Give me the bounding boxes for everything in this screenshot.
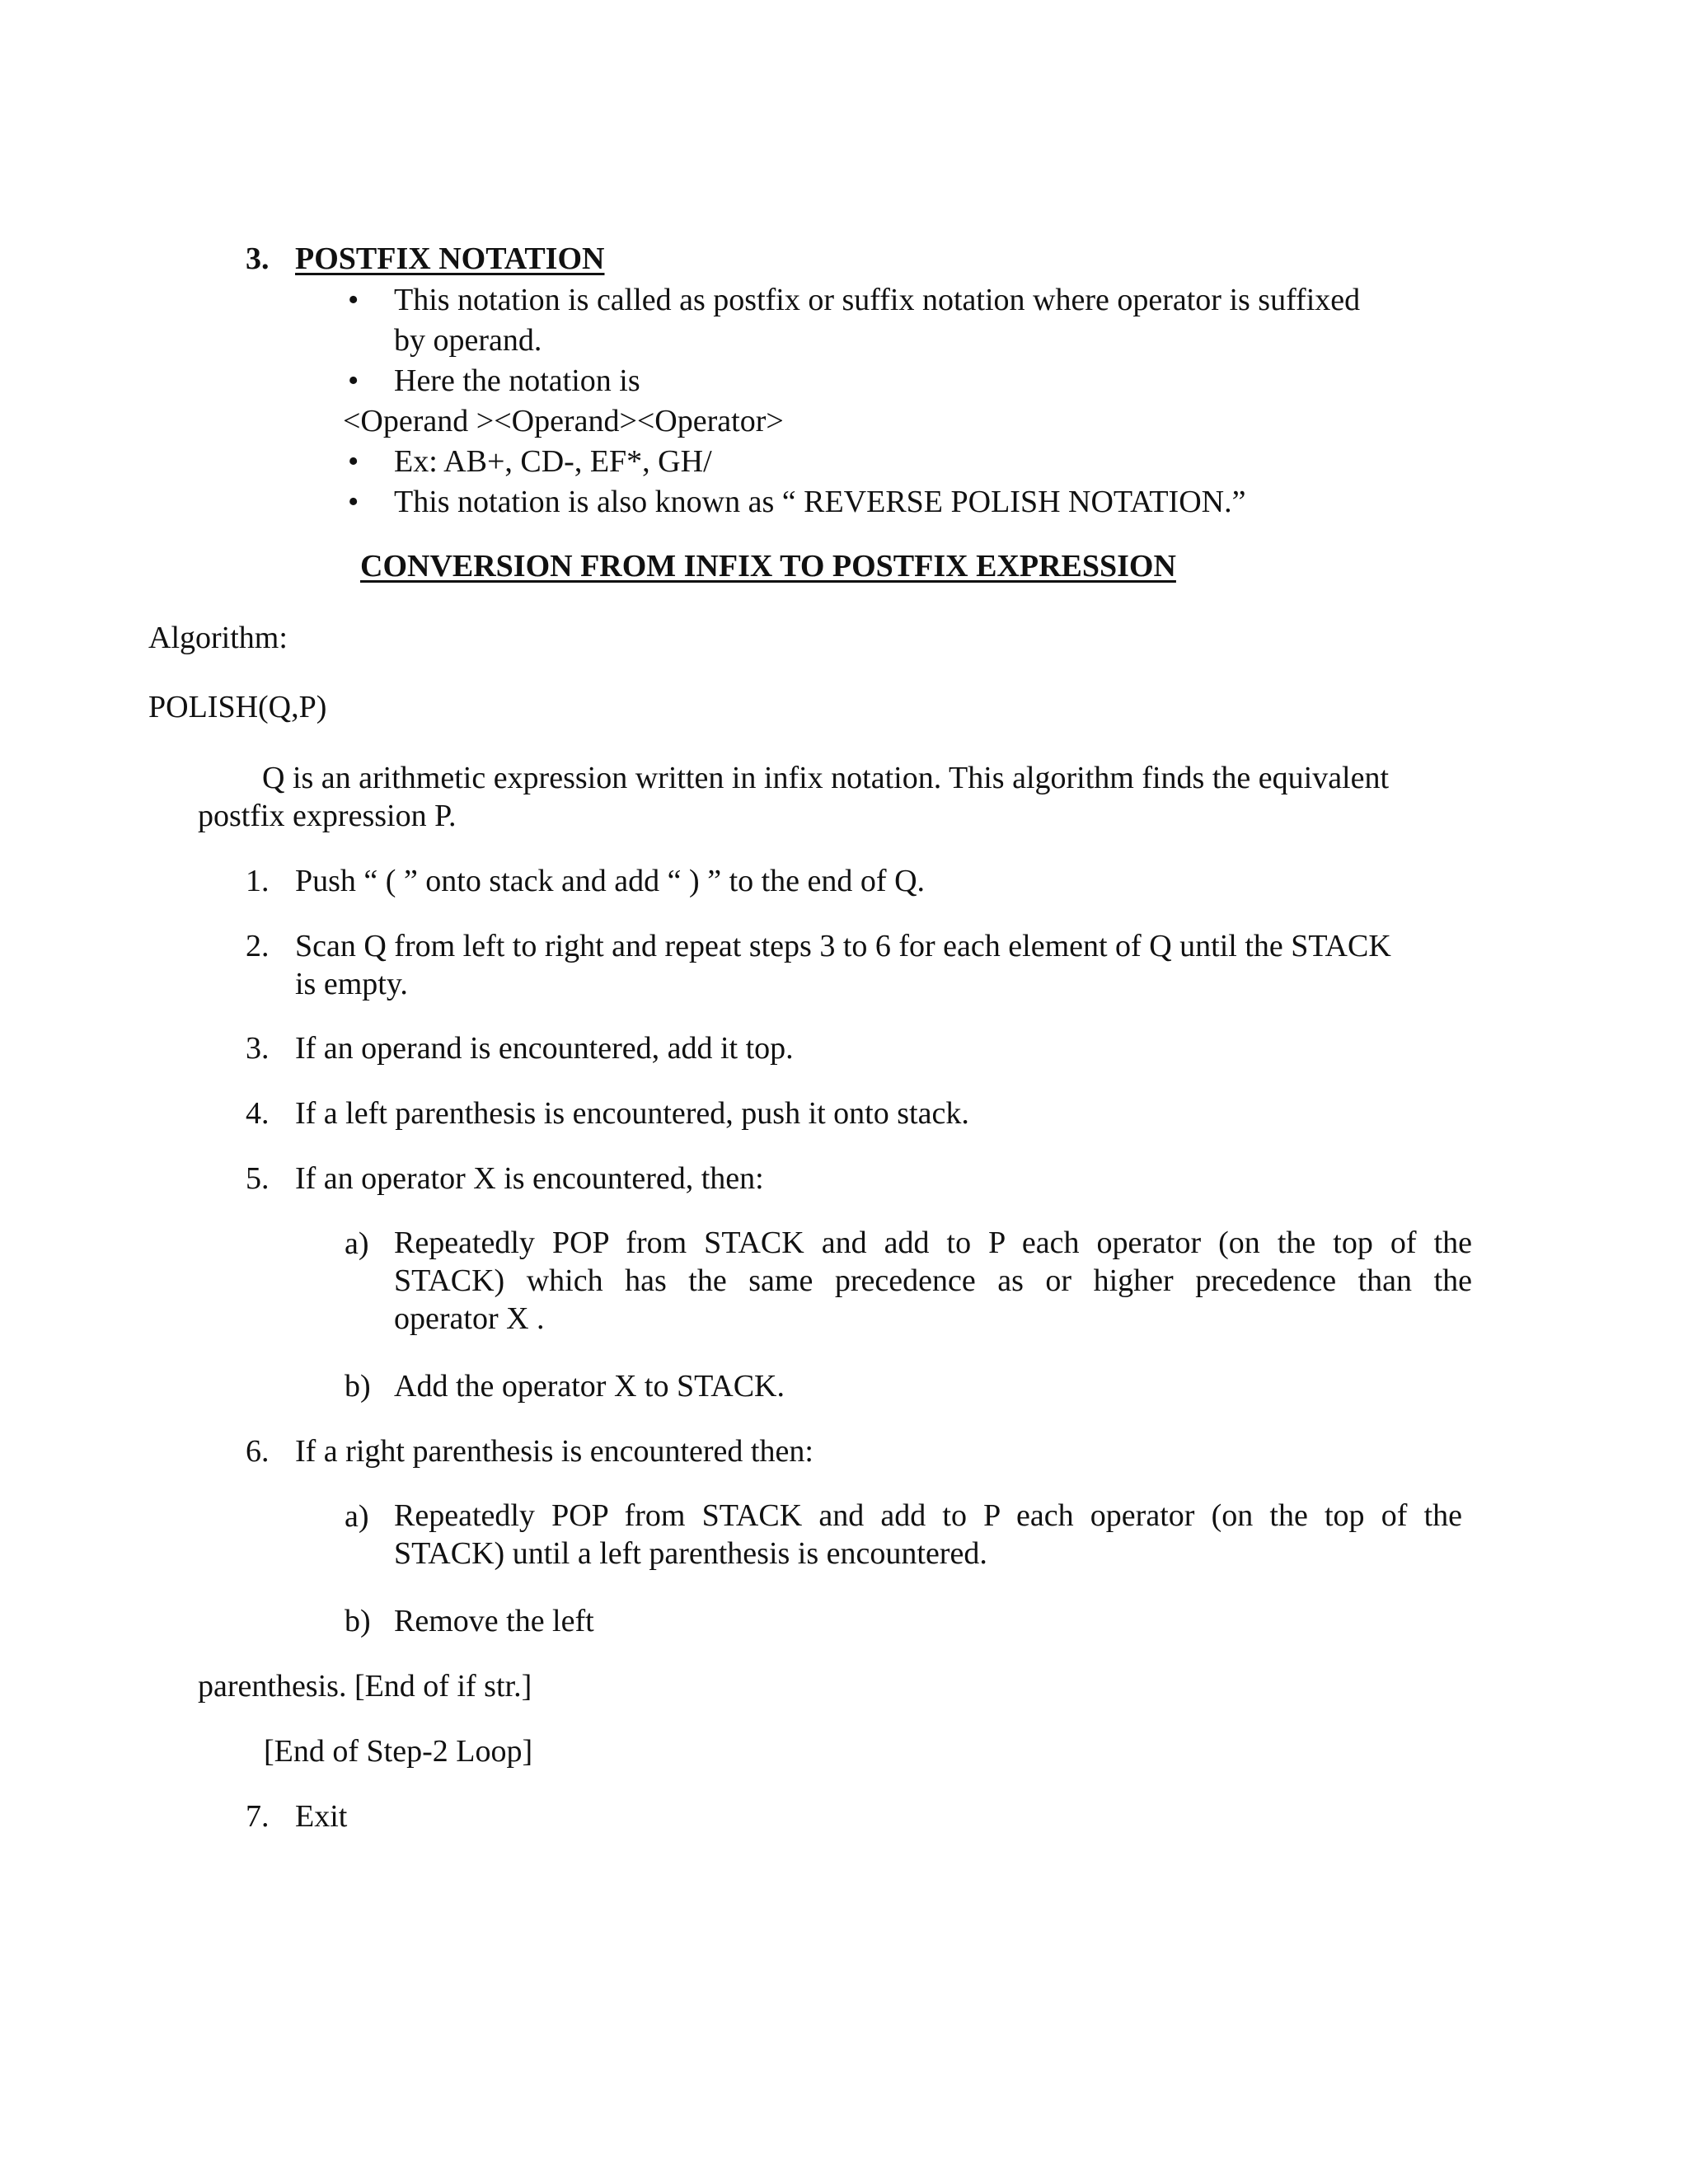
step-7-text: Exit (295, 1799, 348, 1834)
section-title: POSTFIX NOTATION (295, 241, 605, 276)
step-number: 4. (246, 1096, 270, 1131)
step-5a-line-1: Repeatedly POP from STACK and add to P each operator (on the top of the (394, 1226, 1472, 1260)
bullet-4: This notation is also known as “ REVERSE POLISH NOTATION.” (394, 485, 1246, 519)
step-3-text: If an operand is encountered, add it top. (295, 1031, 794, 1066)
step-number: 2. (246, 929, 270, 963)
step-2-line-1: Scan Q from left to right and repeat steps 3 to 6 for each element of Q until the STACK (295, 929, 1391, 963)
step-1-text: Push “ ( ” onto stack and add “ ) ” to the end of Q. (295, 864, 926, 898)
bullet-icon: • (348, 283, 359, 317)
step-2-line-2: is empty. (295, 967, 408, 1001)
bullet-2: Here the notation is (394, 363, 640, 398)
step-6b-text: Remove the left (394, 1604, 594, 1638)
bullet-icon: • (348, 363, 359, 398)
conversion-heading: CONVERSION FROM INFIX TO POSTFIX EXPRESSION (360, 549, 1176, 583)
step-6a-text (394, 1497, 1462, 1572)
continuation-text: parenthesis. [End of if str.] (198, 1669, 532, 1704)
step-5-text: If an operator X is encountered, then: (295, 1161, 764, 1196)
sub-step-label: b) (345, 1369, 371, 1404)
bullet-1-line-2: by operand. (394, 323, 542, 358)
step-5a-text (394, 1224, 1472, 1338)
algorithm-name: POLISH(Q,P) (148, 690, 327, 724)
bullet-icon: • (348, 485, 359, 519)
step-5a-line-3: operator X . (394, 1301, 545, 1336)
section-number: 3. (246, 241, 270, 276)
step-number: 5. (246, 1161, 270, 1196)
step-4-text: If a left parenthesis is encountered, push it onto stack. (295, 1096, 969, 1131)
step-number: 1. (246, 864, 270, 898)
step-6a-line-2: STACK) until a left parenthesis is encountered. (394, 1536, 987, 1571)
notation-form: <Operand ><Operand><Operator> (343, 404, 784, 438)
bullet-3: Ex: AB+, CD-, EF*, GH/ (394, 444, 712, 479)
step-5b-text: Add the operator X to STACK. (394, 1369, 785, 1404)
bullet-icon: • (348, 444, 359, 479)
step-number: 6. (246, 1434, 270, 1469)
sub-step-label: a) (345, 1226, 369, 1261)
sub-step-label: b) (345, 1604, 371, 1638)
description-line-2: postfix expression P. (198, 799, 457, 833)
description-line-1: Q is an arithmetic expression written in infix notation. This algorithm finds the equivalent (262, 761, 1390, 795)
bullet-1-line-1: This notation is called as postfix or suffix notation where operator is suffixed (394, 283, 1361, 317)
step-5a-line-2: STACK) which has the same precedence as or higher precedence than the (394, 1263, 1472, 1298)
step-number: 3. (246, 1031, 270, 1066)
end-loop-text: [End of Step-2 Loop] (264, 1734, 533, 1769)
sub-step-label: a) (345, 1499, 369, 1534)
step-6a-line-1: Repeatedly POP from STACK and add to P each operator (on the top of the (394, 1498, 1462, 1533)
step-number: 7. (246, 1799, 270, 1834)
algorithm-label: Algorithm: (148, 621, 288, 655)
step-6-text: If a right parenthesis is encountered then: (295, 1434, 814, 1469)
